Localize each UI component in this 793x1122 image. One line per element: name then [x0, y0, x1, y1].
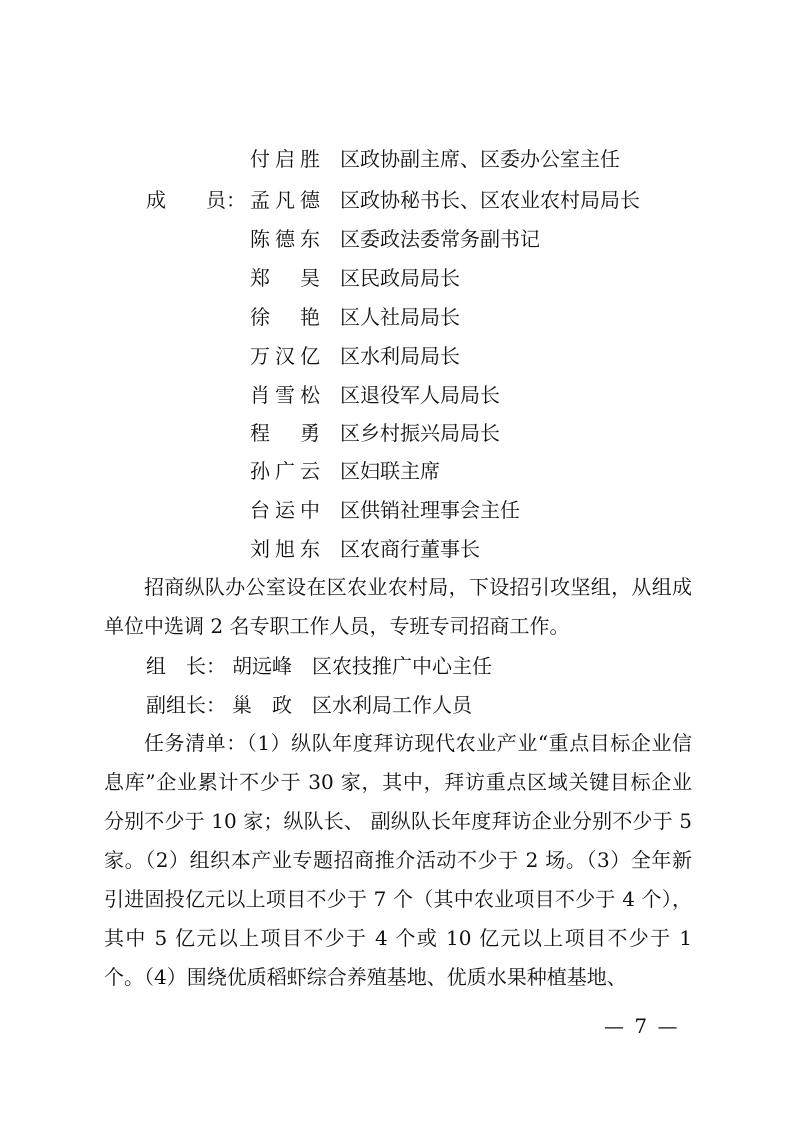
member-title: 区妇联主席: [340, 459, 440, 483]
member-name: 刘旭东: [250, 537, 320, 561]
member-name: 陈德东: [250, 227, 320, 251]
page-number: — 7 —: [604, 1014, 680, 1038]
member-title: 区人社局局长: [340, 305, 460, 329]
member-title: 区委政法委常务副书记: [340, 227, 540, 251]
member-title: 区政协秘书长、区农业农村局局长: [340, 188, 640, 212]
member-name: 徐 艳: [250, 305, 320, 329]
leader-name: 胡远峰: [232, 654, 292, 678]
deputy-name: 巢 政: [232, 693, 292, 717]
member-name: 孙广云: [250, 459, 320, 483]
member-name: 台运中: [250, 498, 320, 522]
member-name: 肖雪松: [250, 383, 320, 407]
member-title: 区政协副主席、区委办公室主任: [340, 147, 620, 171]
member-name: 程 勇: [250, 421, 320, 445]
member-title: 区乡村振兴局局长: [340, 421, 500, 445]
member-name: 付启胜: [250, 147, 320, 171]
member-name: 郑 昊: [250, 266, 320, 290]
deputy-title: 区水利局工作人员: [312, 693, 472, 717]
member-title: 区民政局局长: [340, 266, 460, 290]
member-title: 区水利局局长: [340, 344, 460, 368]
task-paragraph: 任务清单：（1）纵队年度拜访现代农业产业“重点目标企业信息库”企业累计不少于 30 家，其中，拜访重点区域关键目标企业分别不少于 10 家；纵队长、 副纵队长年度拜访企业分别不少于 5 家。（2）组织本产业专题招商推介活动不少于 2 场。（3）全年新引进固投亿元以上项目不少于 7 个（其中农业项目不少于 4 个），其中 5 亿元以上项目不少于 4 个或 10 亿元以上项目不少于 1 个。（4）围绕优质稻虾综合养殖基地、优质水果种植基地、: [104, 731, 692, 989]
member-title: 区供销社理事会主任: [340, 498, 520, 522]
member-title: 区农商行董事长: [340, 537, 480, 561]
office-paragraph: 招商纵队办公室设在区农业农村局，下设招引攻坚组，从组成单位中选调 2 名专职工作人员，专班专司招商工作。: [104, 575, 692, 638]
member-role: 成 员：: [146, 188, 246, 212]
member-name: 孟凡德: [250, 188, 320, 212]
member-title: 区退役军人局局长: [340, 383, 500, 407]
deputy-label: 副组长：: [146, 693, 226, 717]
member-name: 万汉亿: [250, 344, 320, 368]
leader-title: 区农技推广中心主任: [312, 654, 492, 678]
team-leader-row: [146, 647, 492, 685]
team-deputy-row: [146, 686, 472, 724]
leader-label: 组 长：: [146, 654, 226, 678]
